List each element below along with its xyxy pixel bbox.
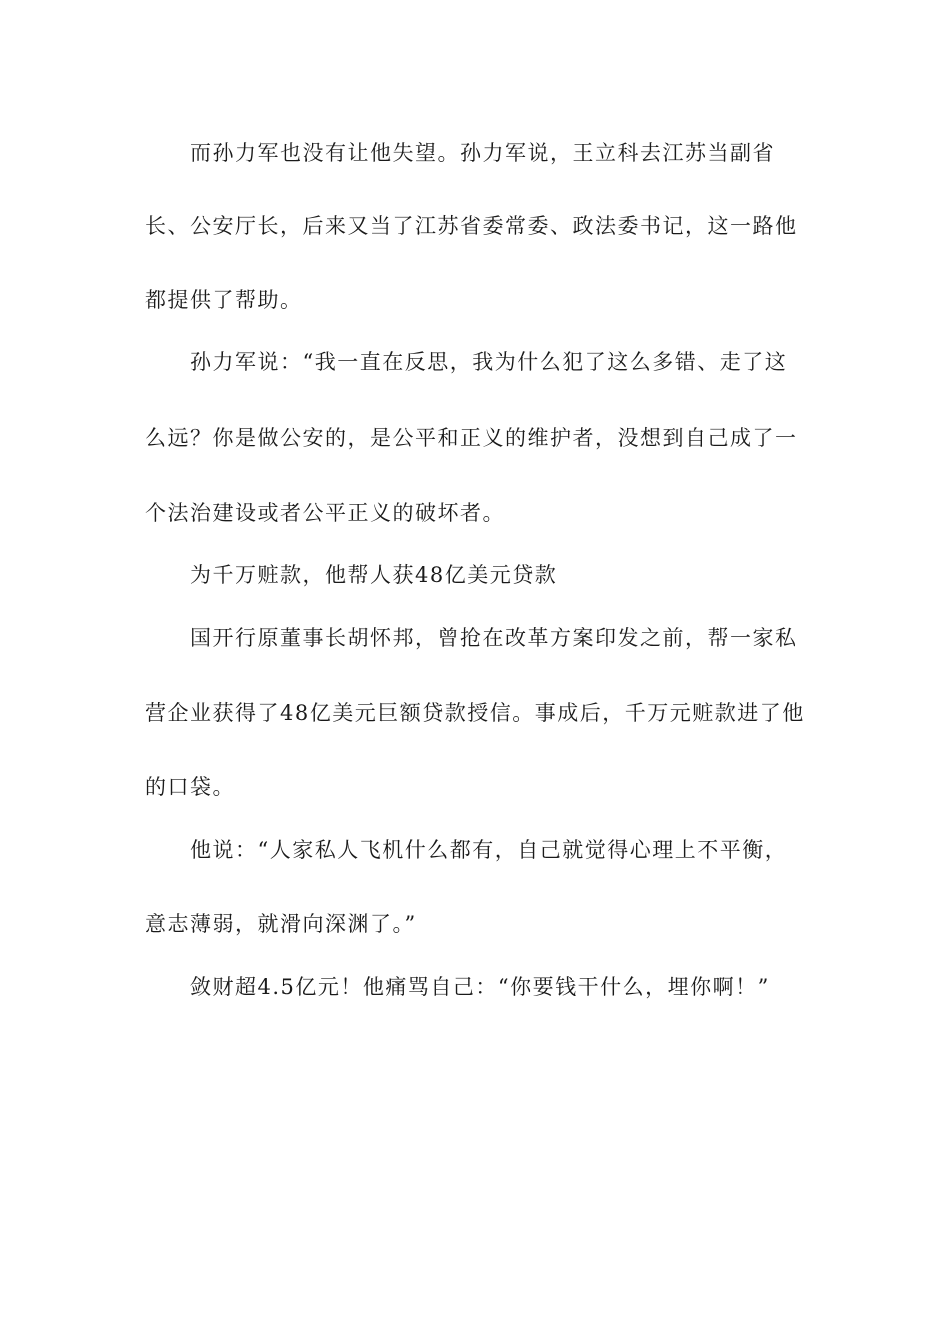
paragraph-1-line-3: 都提供了帮助。 bbox=[145, 288, 303, 312]
paragraph-4-line-1: 他说：“人家私人飞机什么都有，自己就觉得心理上不平衡， bbox=[190, 838, 788, 862]
paragraph-5-line-1: 敛财超4.5亿元！他痛骂自己：“你要钱干什么，埋你啊！” bbox=[190, 975, 770, 999]
paragraph-2-line-1: 孙力军说：“我一直在反思，我为什么犯了这么多错、走了这 bbox=[190, 350, 788, 374]
paragraph-2-line-2: 么远？你是做公安的，是公平和正义的维护者，没想到自己成了一 bbox=[145, 426, 798, 450]
paragraph-3-line-1: 国开行原董事长胡怀邦，曾抢在改革方案印发之前，帮一家私 bbox=[190, 626, 798, 650]
paragraph-4-line-2: 意志薄弱，就滑向深渊了。” bbox=[145, 912, 417, 936]
paragraph-3-line-2: 营企业获得了48亿美元巨额贷款授信。事成后，千万元赃款进了他 bbox=[145, 701, 805, 725]
section-heading: 为千万赃款，他帮人获48亿美元贷款 bbox=[190, 563, 558, 587]
paragraph-1-line-2: 长、公安厅长，后来又当了江苏省委常委、政法委书记，这一路他 bbox=[145, 214, 798, 238]
paragraph-3-line-3: 的口袋。 bbox=[145, 775, 235, 799]
paragraph-1-line-1: 而孙力军也没有让他失望。孙力军说，王立科去江苏当副省 bbox=[190, 141, 775, 165]
paragraph-2-line-3: 个法治建设或者公平正义的破坏者。 bbox=[145, 501, 505, 525]
